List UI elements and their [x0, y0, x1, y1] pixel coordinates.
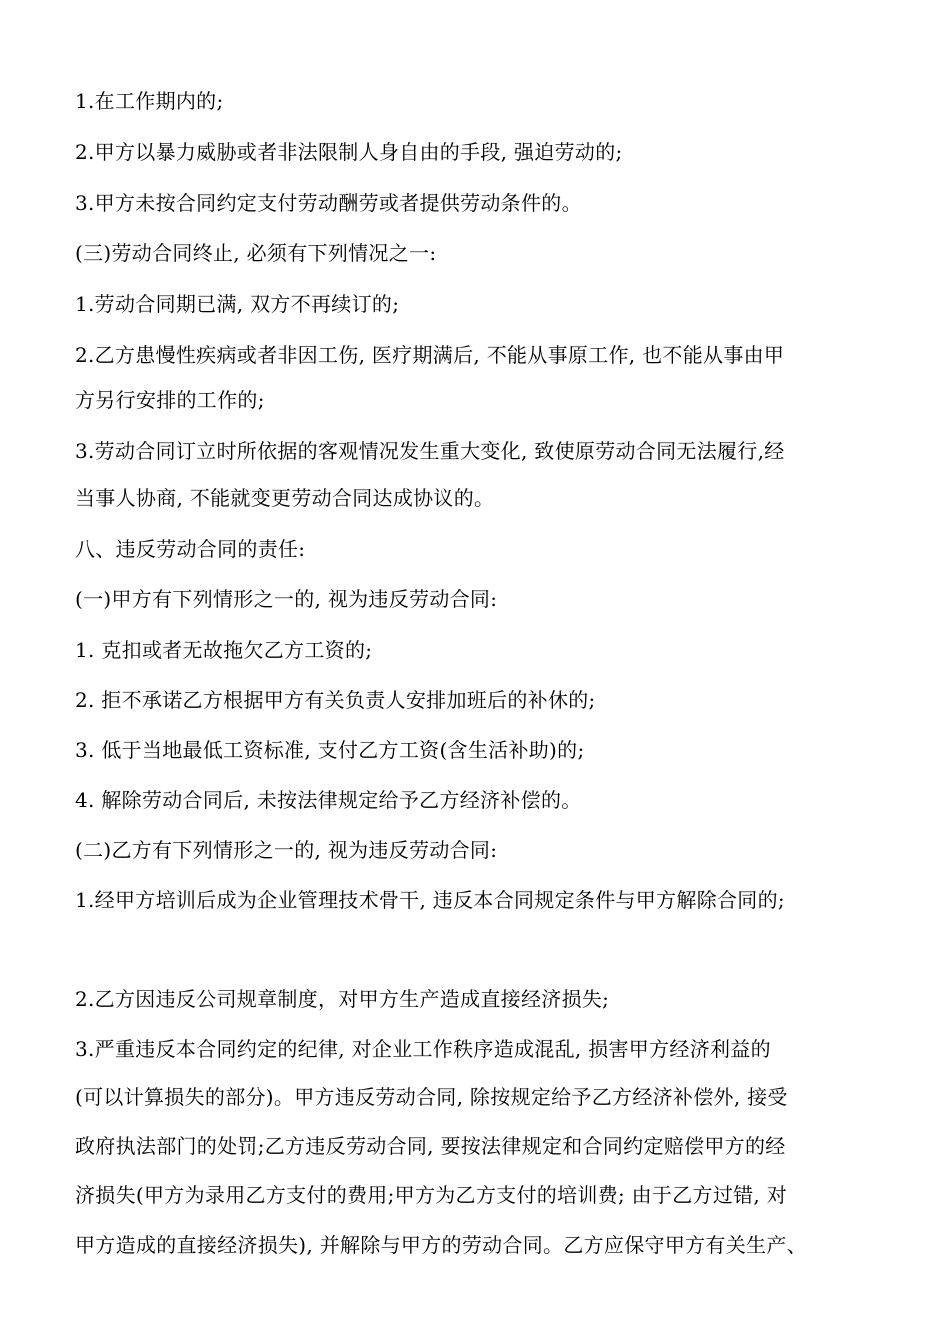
text-line-11: (一)甲方有下列情形之一的, 视为违反劳动合同:: [75, 587, 498, 611]
text-line-13: 2. 拒不承诺乙方根据甲方有关负责人安排加班后的补休的;: [75, 688, 596, 712]
text-line-21: 政府执法部门的处罚;乙方违反劳动合同, 要按法律规定和合同约定赔偿甲方的经: [75, 1134, 786, 1158]
text-line-7: 方另行安排的工作的;: [75, 388, 265, 412]
text-line-8: 3.劳动合同订立时所依据的客观情况发生重大变化, 致使原劳动合同无法履行,经: [75, 439, 785, 463]
text-line-12: 1. 克扣或者无故拖欠乙方工资的;: [75, 638, 373, 662]
text-line-18: 2.乙方因违反公司规章制度，对甲方生产造成直接经济损失;: [75, 987, 610, 1011]
text-line-3: 3.甲方未按合同约定支付劳动酬劳或者提供劳动条件的。: [75, 191, 582, 215]
text-line-23: 甲方造成的直接经济损失), 并解除与甲方的劳动合同。乙方应保守甲方有关生产、: [75, 1233, 807, 1257]
text-line-16: (二)乙方有下列情形之一的, 视为违反劳动合同:: [75, 838, 498, 862]
text-line-4: (三)劳动合同终止, 必须有下列情况之一:: [75, 241, 437, 265]
text-line-22: 济损失(甲方为录用乙方支付的费用;甲方为乙方支付的培训费; 由于乙方过错, 对: [75, 1183, 788, 1207]
text-line-2: 2.甲方以暴力威胁或者非法限制人身自由的手段, 强迫劳动的;: [75, 140, 623, 164]
text-line-17: 1.经甲方培训后成为企业管理技术骨干, 违反本合同规定条件与甲方解除合同的;: [75, 888, 785, 912]
text-line-19: 3.严重违反本合同约定的纪律, 对企业工作秩序造成混乱, 损害甲方经济利益的: [75, 1037, 771, 1061]
text-line-20: (可以计算损失的部分)。甲方违反劳动合同, 除按规定给予乙方经济补偿外, 接受: [75, 1085, 788, 1109]
text-line-15: 4. 解除劳动合同后, 未按法律规定给予乙方经济补偿的。: [75, 788, 582, 812]
text-line-9: 当事人协商, 不能就变更劳动合同达成协议的。: [75, 486, 495, 510]
text-line-14: 3. 低于当地最低工资标准, 支付乙方工资(含生活补助)的;: [75, 738, 585, 762]
text-line-10: 八、违反劳动合同的责任:: [75, 537, 306, 561]
text-line-1: 1.在工作期内的;: [75, 89, 224, 113]
text-line-5: 1.劳动合同期已满, 双方不再续订的;: [75, 292, 400, 316]
text-line-6: 2.乙方患慢性疾病或者非因工伤, 医疗期满后, 不能从事原工作, 也不能从事由甲: [75, 343, 785, 367]
